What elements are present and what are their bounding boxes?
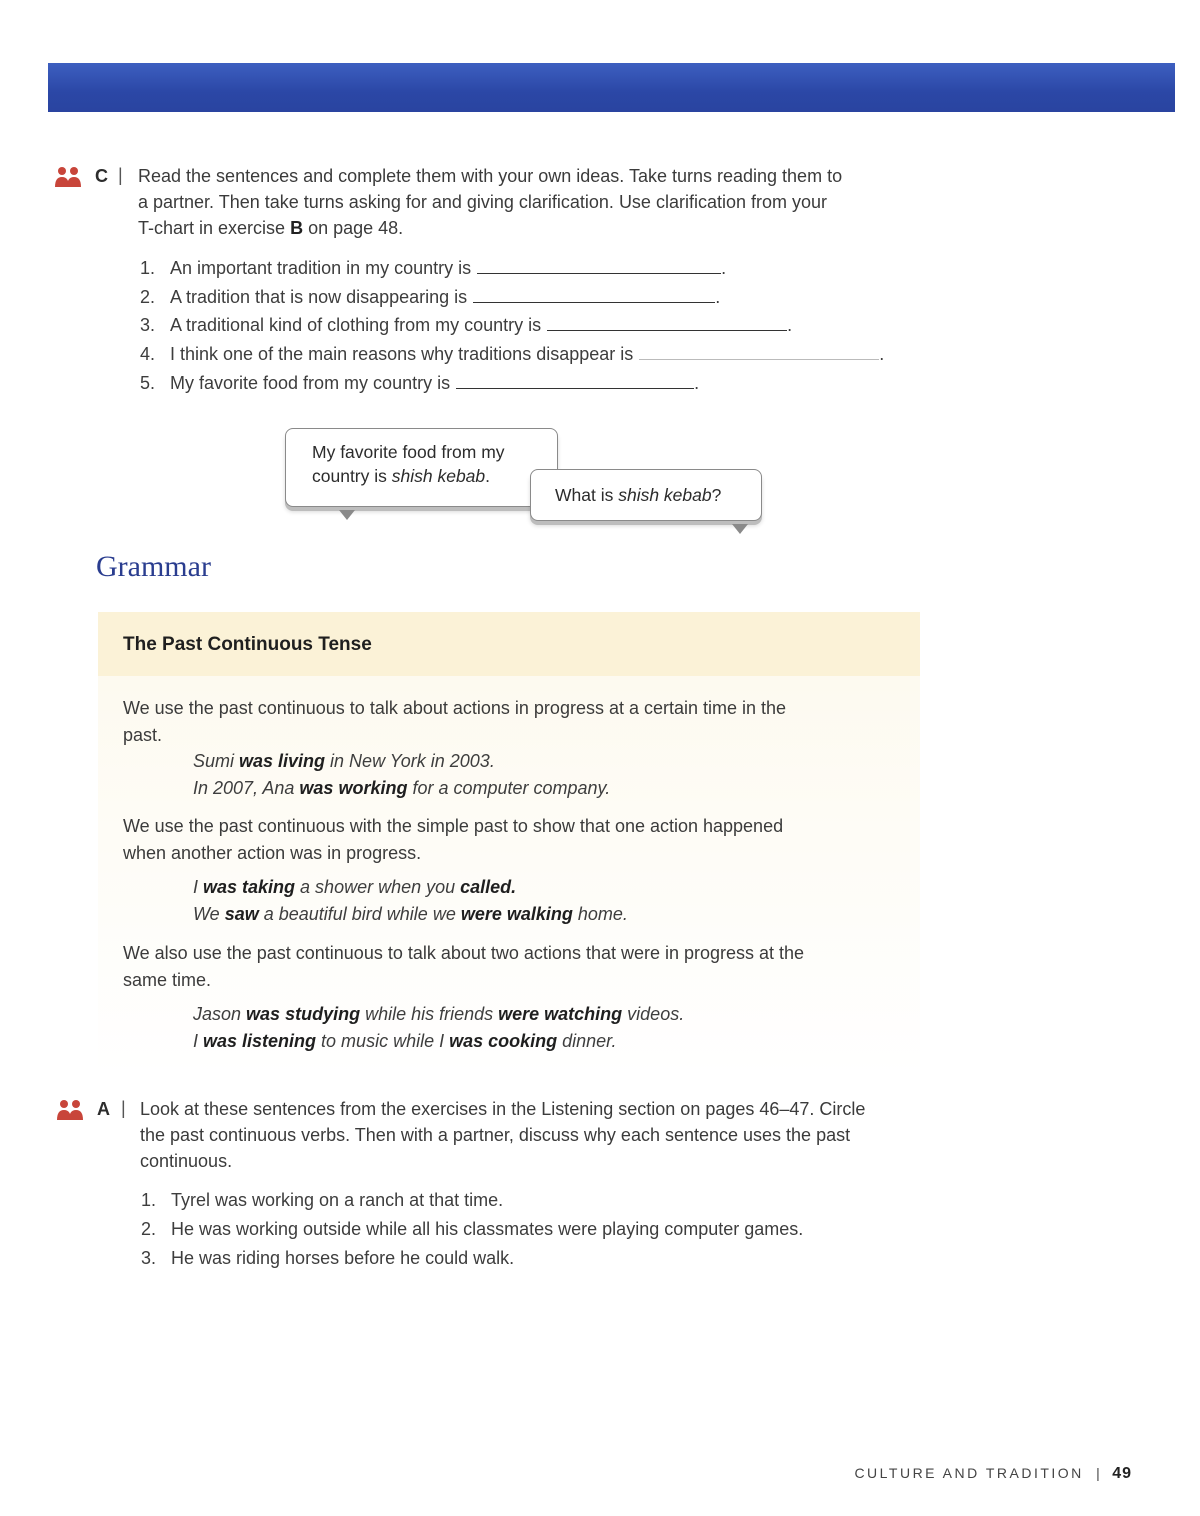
pair-work-icon — [55, 166, 81, 188]
grammar-example: I was taking a shower when you called. — [193, 877, 517, 897]
grammar-box-header — [98, 612, 920, 676]
answer-blank[interactable] — [477, 272, 721, 274]
bubble-tail-right — [732, 524, 748, 534]
grammar-example: Sumi was living in New York in 2003. — [193, 751, 495, 771]
exercise-c-separator: | — [118, 165, 123, 185]
footer-separator: | — [1096, 1465, 1100, 1481]
instruction-line: Look at these sentences from the exercises in the Listening section on pages 46–47. Circle — [140, 1099, 866, 1119]
list-item: 1. An important tradition in my country is . — [140, 258, 727, 278]
list-item: 3. A traditional kind of clothing from my country is . — [140, 315, 793, 335]
answer-blank[interactable] — [473, 301, 715, 303]
list-item: 1. Tyrel was working on a ranch at that time. — [141, 1190, 504, 1210]
grammar-example: In 2007, Ana was working for a computer company. — [193, 778, 611, 798]
list-item: 5. My favorite food from my country is . — [140, 373, 700, 393]
answer-blank[interactable] — [639, 358, 879, 360]
grammar-paragraph: We also use the past continuous to talk about two actions that were in progress at the — [123, 943, 805, 963]
exercise-c-letter: C — [95, 166, 108, 186]
instruction-line: the past continuous verbs. Then with a partner, discuss why each sentence uses the past — [140, 1125, 851, 1145]
page-footer — [854, 1465, 1132, 1483]
instruction-line: a partner. Then take turns asking for and giving clarification. Use clarification from your — [138, 192, 828, 212]
grammar-paragraph: when another action was in progress. — [123, 843, 422, 863]
answer-blank[interactable] — [456, 387, 694, 389]
pair-work-icon — [57, 1099, 83, 1121]
footer-section: CULTURE AND TRADITION — [854, 1465, 1084, 1481]
header-color-band — [48, 63, 1175, 112]
bubble-text: My favorite food from my — [312, 442, 505, 462]
grammar-paragraph: same time. — [123, 970, 212, 990]
section-title-grammar: Grammar — [96, 550, 211, 583]
exercise-a-separator: | — [121, 1098, 126, 1118]
grammar-box-title: The Past Continuous Tense — [123, 634, 372, 655]
grammar-example: I was listening to music while I was cooking dinner. — [193, 1031, 617, 1051]
grammar-paragraph: We use the past continuous with the simple past to show that one action happened — [123, 816, 784, 836]
bubble-tail-left — [339, 510, 355, 520]
answer-blank[interactable] — [547, 329, 787, 331]
list-item: 2. A tradition that is now disappearing is . — [140, 287, 721, 307]
list-item: 2. He was working outside while all his classmates were playing computer games. — [141, 1219, 804, 1239]
bubble-text: country is shish kebab. — [312, 466, 491, 486]
speech-bubble-right: What is shish kebab? — [530, 469, 762, 521]
list-item: 4. I think one of the main reasons why traditions disappear is . — [140, 344, 885, 364]
instruction-line: Read the sentences and complete them with your own ideas. Take turns reading them to — [138, 166, 843, 186]
grammar-example: Jason was studying while his friends were watching videos. — [193, 1004, 685, 1024]
speech-bubble-left — [285, 428, 558, 507]
grammar-paragraph: past. — [123, 725, 163, 745]
list-item: 3. He was riding horses before he could walk. — [141, 1248, 515, 1268]
grammar-paragraph: We use the past continuous to talk about actions in progress at a certain time in the — [123, 698, 787, 718]
page-number: 49 — [1112, 1465, 1132, 1482]
grammar-example: We saw a beautiful bird while we were walking home. — [193, 904, 628, 924]
instruction-line: T-chart in exercise B on page 48. — [138, 218, 404, 238]
exercise-a-letter: A — [97, 1099, 110, 1119]
instruction-line: continuous. — [140, 1151, 233, 1171]
